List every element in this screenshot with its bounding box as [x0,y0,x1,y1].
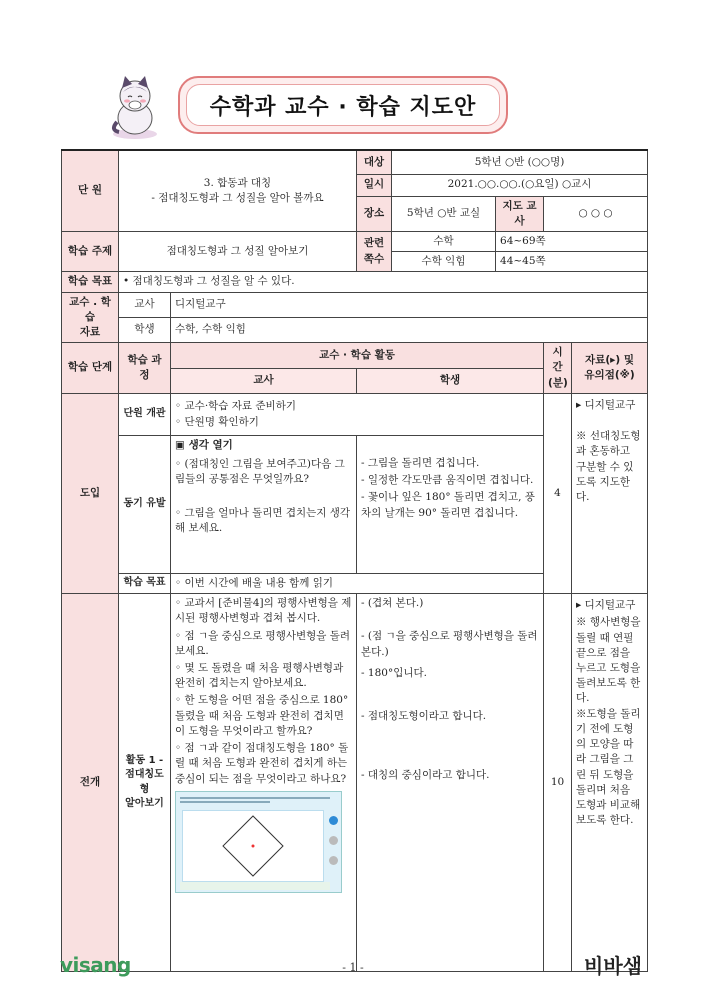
book1-pages: 64~69쪽 [496,231,648,251]
goal-label: 학습 목표 [62,272,119,292]
date-label: 일시 [357,174,392,196]
materials-student-label: 학생 [119,317,171,342]
textbook-header [180,795,330,805]
pages-label: 관련 쪽수 [357,231,392,271]
unit-label: 단 원 [62,150,119,231]
page-title: 수학과 교수 · 학습 지도안 [186,84,500,126]
textbook-tool2-icon [329,856,338,865]
stage-header: 학습 단계 [62,343,119,394]
page-number: - 1 - [342,961,364,974]
place-label: 장소 [357,196,392,231]
develop-stage: 전개 [62,594,119,972]
textbook-toolbar [180,882,330,890]
date-value: 2021.○○.○○.(○요일) ○교시 [392,174,648,196]
target-value: 5학년 ○반 (○○명) [392,150,648,174]
unit-open-content: ◦ 교수·학습 자료 준비하기 ◦ 단원명 확인하기 [171,393,544,435]
develop-materials: ▸ 디지털교구 ※ 행사변형을 돌릴 때 연필 끝으로 점을 누르고 도형을 돌려보도록 한다. ※도형을 돌리기 전에 도형의 모양을 따라 그림을 그린 뒤 도형을 돌리며 처음 도형과 비교해 보도록 한다. [572,594,648,972]
title-banner [178,76,508,134]
motivation-teacher: ▣ 생각 열기 ◦ (점대칭인 그림을 보여주고)다음 그림들의 공통점은 무엇일까요? ◦ 그림을 얼마나 돌리면 겹치는지 생각해 보세요. [171,435,357,573]
vivasam-logo: 비바샘 [584,954,642,978]
student-col-header: 학생 [357,368,544,393]
develop-teacher: ◦ 교과서 [준비물4]의 평행사변형을 제시된 평행사변형과 겹쳐 봅시다. ◦ 점 ㄱ을 중심으로 평행사변형을 돌려 보세요. ◦ 몇 도 돌렸을 때 처음 평행사변형과 완전히 겹치는지 알아보세요. ◦ 한 도형을 어떤 점을 중심으로 180° 돌렸을 때 처음 도형과 완전히 겹치면 이 도형을 무엇이라고 할까요? ◦ 점 ㄱ과 같이 점대칭도형을 180° 돌릴 때 처음 도형과 완전히 겹치게 하는 중심이 되는 점을 무엇이라고 하나요? [171,594,357,972]
topic-value: 점대칭도형과 그 성질 알아보기 [119,231,357,271]
develop-student: - (겹쳐 본다.) - (점 ㄱ을 중심으로 평행사변형을 돌려 본다.) - 180°입니다. - 점대칭도형이라고 합니다. - 대칭의 중심이라고 합니다. [357,594,544,972]
visang-logo: visang [60,953,131,977]
book2-name: 수학 익힘 [392,252,496,272]
rhombus-figure-icon [183,811,323,881]
materials-teacher-value: 디지털교구 [171,292,648,317]
unit-line1: 3. 합동과 대칭 [203,176,272,189]
develop-process: 활동 1 - 점대칭도형 알아보기 [119,594,171,972]
process-header: 학습 과정 [119,343,171,394]
book2-pages: 44~45쪽 [496,252,648,272]
book1-name: 수학 [392,231,496,251]
target-label: 대상 [357,150,392,174]
unit-line2: - 점대칭도형과 그 성질을 알아 볼까요 [151,191,324,204]
intro-materials: ▸ 디지털교구 ※ 선대칭도형과 혼동하고 구분할 수 있도록 지도한다. [572,393,648,593]
develop-time: 10 [544,594,572,972]
cat-mascot-icon [105,72,165,142]
intro-time: 4 [544,393,572,593]
textbook-next-icon [329,816,338,825]
motivation-student: - 그림을 돌리면 겹칩니다. - 일정한 각도만큼 움직이면 겹칩니다. - 꽃이나 잎은 180° 돌리면 겹치고, 풍차의 날개는 90° 돌리면 겹칩니다. [357,435,544,573]
unit-value [119,150,357,231]
time-header: 시간 (분) [544,343,572,394]
intro-goal-process: 학습 목표 [119,573,171,593]
topic-label: 학습 주제 [62,231,119,271]
textbook-canvas [182,810,324,882]
material-header: 자료(▸) 및 유의점(※) [572,343,648,394]
unit-open-process: 단원 개관 [119,393,171,435]
teacher-value: ○ ○ ○ [544,196,648,231]
place-value: 5학년 ○반 교실 [392,196,496,231]
materials-teacher-label: 교사 [119,292,171,317]
textbook-screenshot [175,791,342,893]
activity-header: 교수 · 학습 활동 [171,343,544,368]
teacher-col-header: 교사 [171,368,357,393]
lesson-plan-table [61,149,648,972]
textbook-tool-icon [329,836,338,845]
materials-label: 교수 . 학습 자료 [62,292,119,343]
motivation-process: 동기 유발 [119,435,171,573]
teacher-label: 지도 교사 [496,196,544,231]
materials-student-value: 수학, 수학 익힘 [171,317,648,342]
goal-value: • 점대칭도형과 그 성질을 알 수 있다. [119,272,648,292]
intro-goal-content: ◦ 이번 시간에 배울 내용 함께 읽기 [171,573,544,593]
intro-stage: 도입 [62,393,119,593]
